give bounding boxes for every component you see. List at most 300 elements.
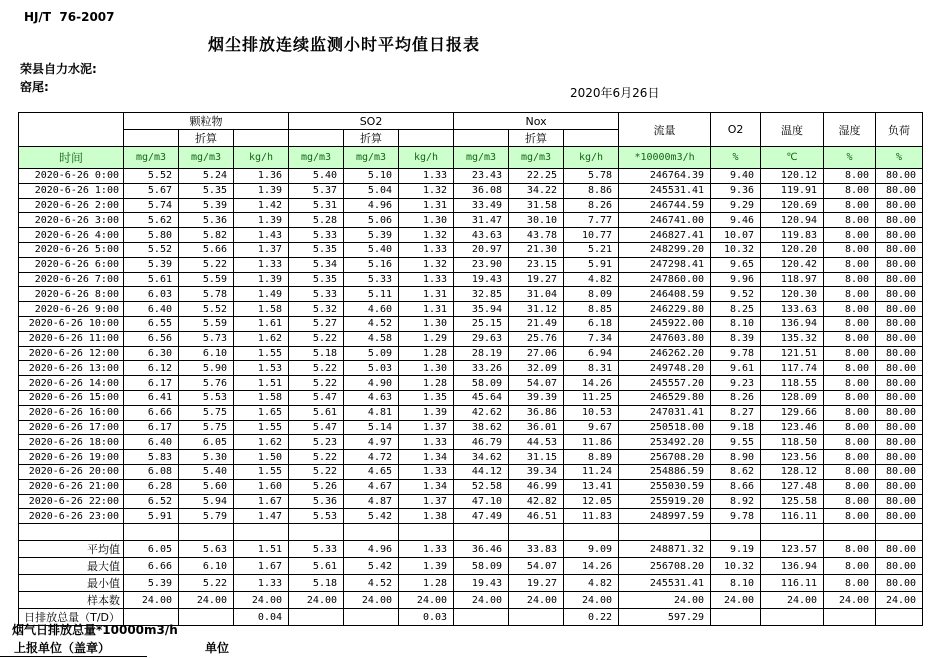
value-cell: 8.85	[564, 302, 619, 317]
subheader-blank	[289, 130, 344, 147]
value-cell: 46.99	[509, 479, 564, 494]
value-cell: 80.00	[876, 376, 923, 391]
value-cell: 35.94	[454, 302, 509, 317]
value-cell: 1.33	[399, 169, 454, 184]
value-cell: 253492.20	[619, 435, 711, 450]
value-cell: 5.73	[179, 331, 234, 346]
table-row	[19, 390, 923, 405]
value-cell: 5.04	[344, 183, 399, 198]
value-cell: 31.12	[509, 302, 564, 317]
summary-value-cell	[509, 609, 564, 626]
value-cell: 34.22	[509, 183, 564, 198]
value-cell: 31.15	[509, 450, 564, 465]
summary-value-cell	[289, 609, 344, 626]
value-cell: 8.00	[824, 420, 876, 435]
unit-so2-mgm3: mg/m3	[289, 147, 344, 169]
value-cell: 1.58	[234, 390, 289, 405]
summary-row	[19, 592, 923, 609]
value-cell: 46.79	[454, 435, 509, 450]
value-cell: 5.18	[289, 346, 344, 361]
gas-total-label: 烟气日排放总量*10000m3/h	[12, 623, 178, 637]
value-cell: 5.82	[179, 228, 234, 243]
value-cell: 5.26	[289, 479, 344, 494]
value-cell: 6.03	[124, 287, 179, 302]
summary-value-cell: 54.07	[509, 558, 564, 575]
value-cell: 8.92	[711, 494, 761, 509]
summary-value-cell: 6.05	[124, 541, 179, 558]
value-cell: 6.30	[124, 346, 179, 361]
value-cell: 8.00	[824, 376, 876, 391]
value-cell: 1.51	[234, 376, 289, 391]
summary-row	[19, 541, 923, 558]
value-cell: 43.78	[509, 228, 564, 243]
value-cell: 6.28	[124, 479, 179, 494]
report-unit-label: 上报单位（盖章）	[14, 641, 111, 655]
table-row	[19, 331, 923, 346]
value-cell: 8.00	[824, 464, 876, 479]
table-row	[19, 169, 923, 184]
value-cell: 119.91	[761, 183, 824, 198]
value-cell: 8.00	[824, 183, 876, 198]
summary-value-cell: 36.46	[454, 541, 509, 558]
value-cell: 5.22	[289, 464, 344, 479]
value-cell: 42.82	[509, 494, 564, 509]
summary-value-cell	[179, 609, 234, 626]
value-cell: 6.40	[124, 302, 179, 317]
value-cell: 1.33	[399, 464, 454, 479]
value-cell: 8.00	[824, 405, 876, 420]
table-row	[19, 405, 923, 420]
value-cell: 1.31	[399, 302, 454, 317]
report-title: 烟尘排放连续监测小时平均值日报表	[208, 35, 481, 54]
value-cell: 9.78	[711, 346, 761, 361]
value-cell: 8.89	[564, 450, 619, 465]
value-cell: 8.00	[824, 331, 876, 346]
value-cell: 80.00	[876, 287, 923, 302]
value-cell: 28.19	[454, 346, 509, 361]
value-cell: 5.22	[289, 450, 344, 465]
value-cell: 8.00	[824, 361, 876, 376]
summary-value-cell: 1.51	[234, 541, 289, 558]
value-cell: 8.00	[824, 479, 876, 494]
value-cell: 5.78	[564, 169, 619, 184]
value-cell: 5.76	[179, 376, 234, 391]
time-cell: 2020-6-26 4:00	[19, 228, 124, 243]
value-cell: 10.53	[564, 405, 619, 420]
value-cell: 36.01	[509, 420, 564, 435]
value-cell: 8.00	[824, 257, 876, 272]
unit-pm-z-mgm3: mg/m3	[179, 147, 234, 169]
summary-value-cell: 248871.32	[619, 541, 711, 558]
value-cell: 5.39	[179, 198, 234, 213]
value-cell: 4.65	[344, 464, 399, 479]
value-cell: 119.83	[761, 228, 824, 243]
value-cell: 5.40	[289, 169, 344, 184]
summary-value-cell: 24.00	[124, 592, 179, 609]
value-cell: 5.75	[179, 420, 234, 435]
value-cell: 5.06	[344, 213, 399, 228]
value-cell: 5.33	[289, 228, 344, 243]
time-cell: 2020-6-26 7:00	[19, 272, 124, 287]
summary-value-cell: 5.63	[179, 541, 234, 558]
value-cell: 5.36	[179, 213, 234, 228]
value-cell: 9.29	[711, 198, 761, 213]
value-cell: 80.00	[876, 316, 923, 331]
table-row	[19, 272, 923, 287]
value-cell: 80.00	[876, 390, 923, 405]
value-cell: 8.00	[824, 169, 876, 184]
value-cell: 247298.41	[619, 257, 711, 272]
value-cell: 1.35	[399, 390, 454, 405]
time-cell: 2020-6-26 1:00	[19, 183, 124, 198]
value-cell: 23.90	[454, 257, 509, 272]
value-cell: 5.39	[124, 257, 179, 272]
value-cell: 247860.00	[619, 272, 711, 287]
value-cell: 255030.59	[619, 479, 711, 494]
subheader-blank	[124, 130, 179, 147]
summary-row	[19, 558, 923, 575]
value-cell: 8.00	[824, 228, 876, 243]
col-header-group-so2: SO2	[289, 113, 454, 130]
summary-value-cell: 24.00	[179, 592, 234, 609]
value-cell: 6.17	[124, 420, 179, 435]
value-cell: 5.09	[344, 346, 399, 361]
time-cell: 2020-6-26 15:00	[19, 390, 124, 405]
col-header-o2: O2	[711, 113, 761, 147]
col-header-load: 负荷	[876, 113, 923, 147]
value-cell: 32.85	[454, 287, 509, 302]
value-cell: 246262.20	[619, 346, 711, 361]
value-cell: 1.43	[234, 228, 289, 243]
summary-value-cell: 256708.20	[619, 558, 711, 575]
value-cell: 8.26	[564, 198, 619, 213]
value-cell: 80.00	[876, 272, 923, 287]
empty-cell	[761, 524, 824, 541]
summary-value-cell: 80.00	[876, 558, 923, 575]
subheader-blank	[564, 130, 619, 147]
summary-value-cell	[454, 609, 509, 626]
value-cell: 5.59	[179, 272, 234, 287]
summary-value-cell: 6.10	[179, 558, 234, 575]
value-cell: 118.55	[761, 376, 824, 391]
time-cell: 2020-6-26 16:00	[19, 405, 124, 420]
value-cell: 8.00	[824, 272, 876, 287]
time-cell: 2020-6-26 20:00	[19, 464, 124, 479]
table-row	[19, 228, 923, 243]
value-cell: 5.79	[179, 509, 234, 524]
value-cell: 6.41	[124, 390, 179, 405]
value-cell: 5.22	[289, 361, 344, 376]
col-header-time-blank	[19, 113, 124, 147]
value-cell: 5.53	[179, 390, 234, 405]
value-cell: 5.91	[564, 257, 619, 272]
summary-value-cell: 245531.41	[619, 575, 711, 592]
value-cell: 5.80	[124, 228, 179, 243]
value-cell: 8.00	[824, 509, 876, 524]
empty-cell	[711, 524, 761, 541]
summary-value-cell: 4.96	[344, 541, 399, 558]
value-cell: 1.33	[399, 272, 454, 287]
value-cell: 8.00	[824, 302, 876, 317]
summary-value-cell: 0.04	[234, 609, 289, 626]
table-row	[19, 420, 923, 435]
value-cell: 246229.80	[619, 302, 711, 317]
value-cell: 246827.41	[619, 228, 711, 243]
value-cell: 9.61	[711, 361, 761, 376]
value-cell: 8.66	[711, 479, 761, 494]
table-row	[19, 257, 923, 272]
value-cell: 9.23	[711, 376, 761, 391]
location-label: 窑尾:	[20, 80, 49, 94]
time-cell: 2020-6-26 12:00	[19, 346, 124, 361]
value-cell: 1.31	[399, 287, 454, 302]
value-cell: 58.09	[454, 376, 509, 391]
value-cell: 5.14	[344, 420, 399, 435]
value-cell: 4.82	[564, 272, 619, 287]
summary-value-cell: 24.00	[509, 592, 564, 609]
value-cell: 1.30	[399, 213, 454, 228]
summary-value-cell: 24.00	[344, 592, 399, 609]
value-cell: 39.34	[509, 464, 564, 479]
value-cell: 42.62	[454, 405, 509, 420]
summary-value-cell: 10.32	[711, 558, 761, 575]
summary-value-cell: 5.39	[124, 575, 179, 592]
time-cell: 2020-6-26 14:00	[19, 376, 124, 391]
summary-value-cell: 9.19	[711, 541, 761, 558]
empty-cell	[344, 524, 399, 541]
summary-value-cell: 0.03	[399, 609, 454, 626]
value-cell: 5.35	[179, 183, 234, 198]
value-cell: 9.40	[711, 169, 761, 184]
value-cell: 247603.80	[619, 331, 711, 346]
summary-value-cell: 4.82	[564, 575, 619, 592]
value-cell: 1.37	[234, 242, 289, 257]
time-cell: 2020-6-26 8:00	[19, 287, 124, 302]
summary-value-cell: 24.00	[619, 592, 711, 609]
value-cell: 4.96	[344, 198, 399, 213]
value-cell: 5.74	[124, 198, 179, 213]
summary-value-cell: 24.00	[761, 592, 824, 609]
value-cell: 80.00	[876, 450, 923, 465]
summary-value-cell: 1.33	[234, 575, 289, 592]
summary-value-cell: 116.11	[761, 575, 824, 592]
value-cell: 133.63	[761, 302, 824, 317]
value-cell: 120.42	[761, 257, 824, 272]
value-cell: 5.52	[124, 242, 179, 257]
subheader-converted-so2: 折算	[344, 130, 399, 147]
col-header-time: 时间	[19, 147, 124, 169]
value-cell: 246764.39	[619, 169, 711, 184]
unit-pm-kgh: kg/h	[234, 147, 289, 169]
value-cell: 1.55	[234, 464, 289, 479]
value-cell: 1.60	[234, 479, 289, 494]
table-row	[19, 464, 923, 479]
value-cell: 5.61	[289, 405, 344, 420]
value-cell: 1.39	[234, 272, 289, 287]
value-cell: 5.94	[179, 494, 234, 509]
value-cell: 1.50	[234, 450, 289, 465]
empty-cell	[234, 524, 289, 541]
report-table-body	[19, 169, 923, 626]
time-cell: 2020-6-26 5:00	[19, 242, 124, 257]
value-cell: 80.00	[876, 361, 923, 376]
value-cell: 8.27	[711, 405, 761, 420]
value-cell: 1.32	[399, 183, 454, 198]
empty-row	[19, 524, 923, 541]
value-cell: 80.00	[876, 169, 923, 184]
table-row	[19, 213, 923, 228]
value-cell: 5.34	[289, 257, 344, 272]
value-cell: 11.25	[564, 390, 619, 405]
summary-value-cell: 4.52	[344, 575, 399, 592]
summary-label: 样本数	[19, 592, 124, 609]
value-cell: 9.36	[711, 183, 761, 198]
value-cell: 22.25	[509, 169, 564, 184]
empty-cell	[876, 524, 923, 541]
value-cell: 246408.59	[619, 287, 711, 302]
value-cell: 1.33	[399, 435, 454, 450]
value-cell: 8.00	[824, 390, 876, 405]
value-cell: 19.43	[454, 272, 509, 287]
time-cell: 2020-6-26 11:00	[19, 331, 124, 346]
value-cell: 5.30	[179, 450, 234, 465]
value-cell: 9.96	[711, 272, 761, 287]
value-cell: 25.76	[509, 331, 564, 346]
value-cell: 1.34	[399, 479, 454, 494]
value-cell: 5.66	[179, 242, 234, 257]
value-cell: 1.42	[234, 198, 289, 213]
subheader-blank	[399, 130, 454, 147]
value-cell: 43.63	[454, 228, 509, 243]
summary-value-cell: 24.00	[399, 592, 454, 609]
summary-value-cell: 80.00	[876, 541, 923, 558]
value-cell: 246529.80	[619, 390, 711, 405]
value-cell: 128.12	[761, 464, 824, 479]
value-cell: 118.97	[761, 272, 824, 287]
report-date: 2020年6月26日	[570, 86, 660, 100]
value-cell: 5.22	[289, 331, 344, 346]
value-cell: 6.56	[124, 331, 179, 346]
value-cell: 80.00	[876, 346, 923, 361]
value-cell: 5.31	[289, 198, 344, 213]
value-cell: 129.66	[761, 405, 824, 420]
value-cell: 23.15	[509, 257, 564, 272]
value-cell: 36.08	[454, 183, 509, 198]
summary-value-cell: 58.09	[454, 558, 509, 575]
empty-cell	[454, 524, 509, 541]
value-cell: 4.72	[344, 450, 399, 465]
value-cell: 4.52	[344, 316, 399, 331]
value-cell: 36.86	[509, 405, 564, 420]
value-cell: 1.29	[399, 331, 454, 346]
summary-label: 平均值	[19, 541, 124, 558]
unit-pm-mgm3: mg/m3	[124, 147, 179, 169]
empty-cell	[619, 524, 711, 541]
summary-value-cell: 5.42	[344, 558, 399, 575]
value-cell: 80.00	[876, 464, 923, 479]
value-cell: 8.00	[824, 213, 876, 228]
unit-nox-kgh: kg/h	[564, 147, 619, 169]
value-cell: 5.53	[289, 509, 344, 524]
value-cell: 247031.41	[619, 405, 711, 420]
value-cell: 120.30	[761, 287, 824, 302]
value-cell: 5.23	[289, 435, 344, 450]
value-cell: 6.94	[564, 346, 619, 361]
summary-value-cell: 24.00	[289, 592, 344, 609]
value-cell: 245922.00	[619, 316, 711, 331]
value-cell: 1.55	[234, 420, 289, 435]
value-cell: 11.83	[564, 509, 619, 524]
value-cell: 5.16	[344, 257, 399, 272]
value-cell: 9.18	[711, 420, 761, 435]
value-cell: 255919.20	[619, 494, 711, 509]
empty-cell	[509, 524, 564, 541]
value-cell: 8.00	[824, 287, 876, 302]
time-cell: 2020-6-26 6:00	[19, 257, 124, 272]
value-cell: 80.00	[876, 509, 923, 524]
value-cell: 127.48	[761, 479, 824, 494]
summary-value-cell: 597.29	[619, 609, 711, 626]
table-row	[19, 242, 923, 257]
summary-label: 最大值	[19, 558, 124, 575]
value-cell: 5.90	[179, 361, 234, 376]
value-cell: 245531.41	[619, 183, 711, 198]
value-cell: 10.32	[711, 242, 761, 257]
value-cell: 1.61	[234, 316, 289, 331]
value-cell: 1.32	[399, 228, 454, 243]
value-cell: 5.32	[289, 302, 344, 317]
value-cell: 135.32	[761, 331, 824, 346]
value-cell: 5.59	[179, 316, 234, 331]
value-cell: 6.55	[124, 316, 179, 331]
summary-value-cell: 24.00	[711, 592, 761, 609]
summary-value-cell: 136.94	[761, 558, 824, 575]
value-cell: 1.39	[234, 213, 289, 228]
time-cell: 2020-6-26 18:00	[19, 435, 124, 450]
value-cell: 5.33	[289, 287, 344, 302]
table-row	[19, 376, 923, 391]
time-cell: 2020-6-26 13:00	[19, 361, 124, 376]
table-row	[19, 198, 923, 213]
value-cell: 9.52	[711, 287, 761, 302]
summary-value-cell: 14.26	[564, 558, 619, 575]
value-cell: 246741.00	[619, 213, 711, 228]
value-cell: 8.00	[824, 450, 876, 465]
value-cell: 38.62	[454, 420, 509, 435]
report-table	[18, 112, 923, 626]
time-cell: 2020-6-26 2:00	[19, 198, 124, 213]
value-cell: 5.40	[344, 242, 399, 257]
summary-value-cell: 5.22	[179, 575, 234, 592]
summary-value-cell: 123.57	[761, 541, 824, 558]
value-cell: 47.10	[454, 494, 509, 509]
value-cell: 4.87	[344, 494, 399, 509]
value-cell: 116.11	[761, 509, 824, 524]
value-cell: 80.00	[876, 302, 923, 317]
summary-value-cell: 24.00	[564, 592, 619, 609]
unit-load: %	[876, 147, 923, 169]
value-cell: 45.64	[454, 390, 509, 405]
value-cell: 4.67	[344, 479, 399, 494]
summary-value-cell: 5.61	[289, 558, 344, 575]
summary-value-cell: 1.39	[399, 558, 454, 575]
value-cell: 254886.59	[619, 464, 711, 479]
summary-value-cell	[344, 609, 399, 626]
summary-label: 最小值	[19, 575, 124, 592]
time-cell: 2020-6-26 17:00	[19, 420, 124, 435]
value-cell: 5.60	[179, 479, 234, 494]
value-cell: 80.00	[876, 213, 923, 228]
